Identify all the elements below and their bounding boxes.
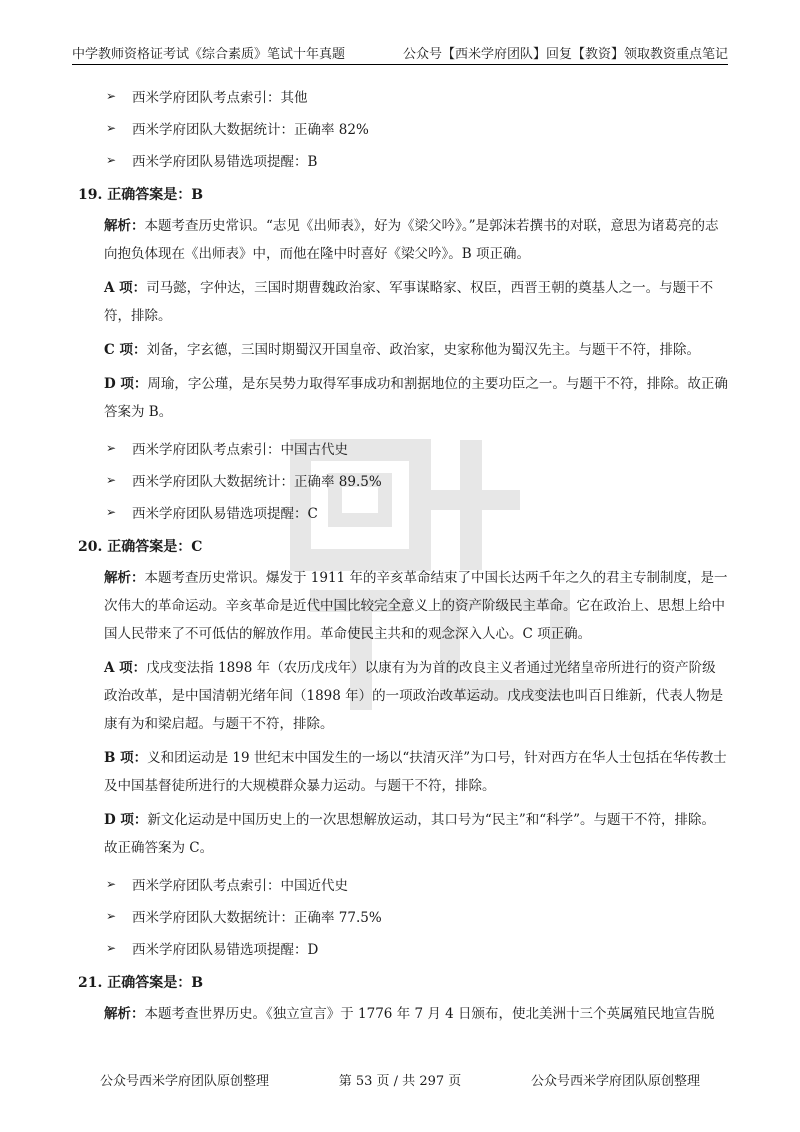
- q21-analysis: 解析：本题考查世界历史。《独立宣言》于 1776 年 7 月 4 日颁布，使北美洲十三个英属殖民地宣告脱: [104, 1006, 715, 1022]
- header-right-note: 公众号【西米学府团队】回复【教资】领取教资重点笔记: [402, 47, 728, 62]
- footer-left: 公众号西米学府团队原创整理: [100, 1074, 270, 1089]
- arrow-icon: ➢: [106, 473, 117, 487]
- q20-option-b: B 项：义和团运动是 19 世纪末中国发生的一场以“扶清灭洋”为口号，针对西方在华人士包括在华传教士及中国基督徒所进行的大规模群众暴力运动。与题干不符，排除。: [104, 750, 727, 794]
- page-content: [78, 80, 728, 1028]
- bullet-item: ➢ 西米学府团队大数据统计：正确率 82%: [106, 121, 369, 138]
- q19-option-a: A 项：司马懿，字仲达，三国时期曹魏政治家、军事谋略家、权臣，西晋王朝的奠基人之一。与题干不符，排除。: [104, 280, 714, 324]
- arrow-icon: ➢: [106, 909, 117, 923]
- bullet-item: ➢ 西米学府团队考点索引：中国古代史: [106, 441, 348, 458]
- question-19-title: 19. 正确答案是：B: [78, 187, 204, 203]
- bullet-item: ➢ 西米学府团队考点索引：其他: [106, 89, 308, 106]
- bullet-item: ➢ 西米学府团队易错选项提醒：B: [106, 153, 318, 170]
- q19-analysis: 解析：本题考查历史常识。“志见《出师表》，好为《梁父吟》。”是郭沫若撰书的对联，意思为诸葛亮的志向抱负体现在《出师表》中，而他在隆中时喜好《梁父吟》。B 项正确。: [104, 218, 719, 262]
- question-20-title: 20. 正确答案是：C: [78, 539, 203, 555]
- q19-option-c: C 项：刘备，字玄德，三国时期蜀汉开国皇帝、政治家，史家称他为蜀汉先主。与题干不符，排除。: [104, 342, 700, 358]
- bullet-item: ➢ 西米学府团队大数据统计：正确率 77.5%: [106, 909, 382, 926]
- q19-option-d: D 项：周瑜，字公瑾，是东吴势力取得军事成功和割据地位的主要功臣之一。与题干不符，排除。故正确答案为 B。: [104, 376, 728, 420]
- arrow-icon: ➢: [106, 153, 117, 167]
- question-21-title: 21. 正确答案是：B: [78, 975, 204, 991]
- arrow-icon: ➢: [106, 89, 117, 103]
- bullet-item: ➢ 西米学府团队易错选项提醒：D: [106, 941, 319, 958]
- arrow-icon: ➢: [106, 441, 117, 455]
- q20-option-d: D 项：新文化运动是中国历史上的一次思想解放运动，其口号为“民主”和“科学”。与题干不符，排除。故正确答案为 C。: [104, 812, 716, 856]
- bullet-item: ➢ 西米学府团队大数据统计：正确率 89.5%: [106, 473, 382, 490]
- footer-right: 公众号西米学府团队原创整理: [530, 1074, 700, 1089]
- page-number: 第 53 页 / 共 297 页: [338, 1074, 462, 1089]
- page-footer: [100, 1070, 700, 1089]
- q20-analysis: 解析：本题考查历史常识。爆发于 1911 年的辛亥革命结束了中国长达两千年之久的君主专制制度，是一次伟大的革命运动。辛亥革命是近代中国比较完全意义上的资产阶级民主革命。它在政治上、思想上给中国人民带来了不可低估的解放作用。革命使民主共和的观念深入人心。C 项正确。: [104, 570, 728, 642]
- q20-option-a: A 项：戊戌变法指 1898 年（农历戊戌年）以康有为为首的改良主义者通过光绪皇帝所进行的资产阶级政治改革，是中国清朝光绪年间（1898 年）的一项政治改革运动。戊戌变法也叫百日维新，代表人物是康有为和梁启超。与题干不符，排除。: [104, 660, 724, 732]
- arrow-icon: ➢: [106, 121, 117, 135]
- arrow-icon: ➢: [106, 877, 117, 891]
- header-left-title: 中学教师资格证考试《综合素质》笔试十年真题: [72, 47, 346, 62]
- arrow-icon: ➢: [106, 505, 117, 519]
- bullet-item: ➢ 西米学府团队考点索引：中国近代史: [106, 877, 348, 894]
- page-header: [72, 40, 728, 65]
- bullet-item: ➢ 西米学府团队易错选项提醒：C: [106, 505, 318, 522]
- arrow-icon: ➢: [106, 941, 117, 955]
